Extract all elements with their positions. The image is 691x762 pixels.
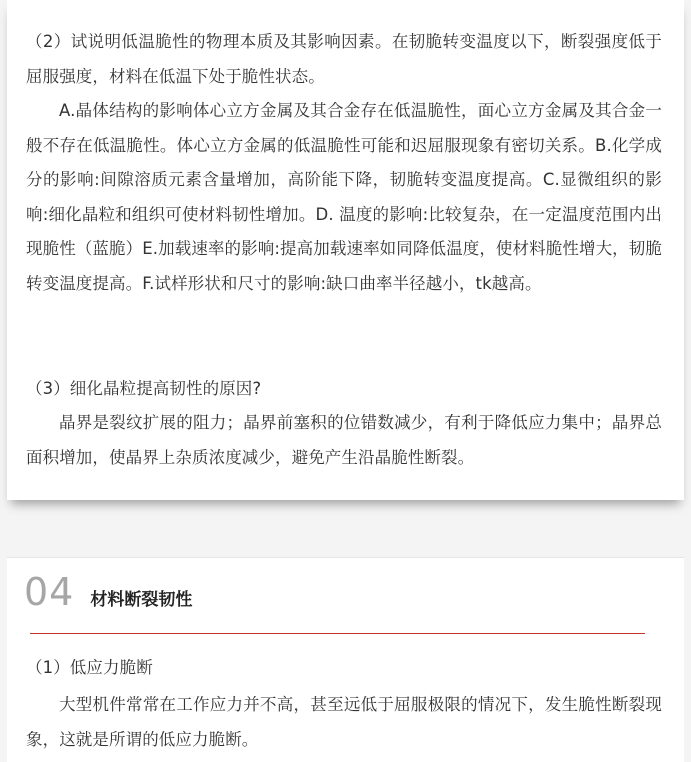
question-3-answer: 晶界是裂纹扩展的阻力；晶界前塞积的位错数减少，有利于降低应力集中；晶界总面积增加，使晶界上杂质浓度减少，避免产生沿晶脆性断裂。 bbox=[26, 413, 662, 467]
question-2-title: （2）试说明低温脆性的物理本质及其影响因素。在韧脆转变温度以下，断裂强度低于屈服强度，材料在低温下处于脆性状态。 bbox=[26, 32, 662, 86]
question-2-answer: A.晶体结构的影响体心立方金属及其合金存在低温脆性，面心立方金属及其合金一般不存在低温脆性。体心立方金属的低温脆性可能和迟屈服现象有密切关系。B.化学成分的影响:间隙溶质元素含量增加，高阶能下降，韧脆转变温度提高。C.显微组织的影响:细化晶粒和组织可使材料韧性增加。D. 温度的影响:比较复杂，在一定温度范围内出现脆性（蓝脆）E.加载速率的影响:提高加载速率如同降低温度，使材料脆性增大，韧脆转变温度提高。F.试样形状和尺寸的影响:缺口曲率半径越小，tk越高。 bbox=[26, 101, 662, 293]
subsection-1-title: （1）低应力脆断 bbox=[26, 658, 153, 677]
section-header bbox=[24, 570, 192, 614]
section-title: 材料断裂韧性 bbox=[90, 590, 193, 610]
section-divider bbox=[30, 633, 645, 634]
subsection-1-body: 大型机件常常在工作应力并不高，甚至远低于屈服极限的情况下，发生脆性断裂现象，这就是所谓的低应力脆断。 bbox=[26, 695, 662, 749]
question-3-title: （3）细化晶粒提高韧性的原因? bbox=[26, 379, 262, 398]
section-number: 04 bbox=[24, 570, 75, 614]
